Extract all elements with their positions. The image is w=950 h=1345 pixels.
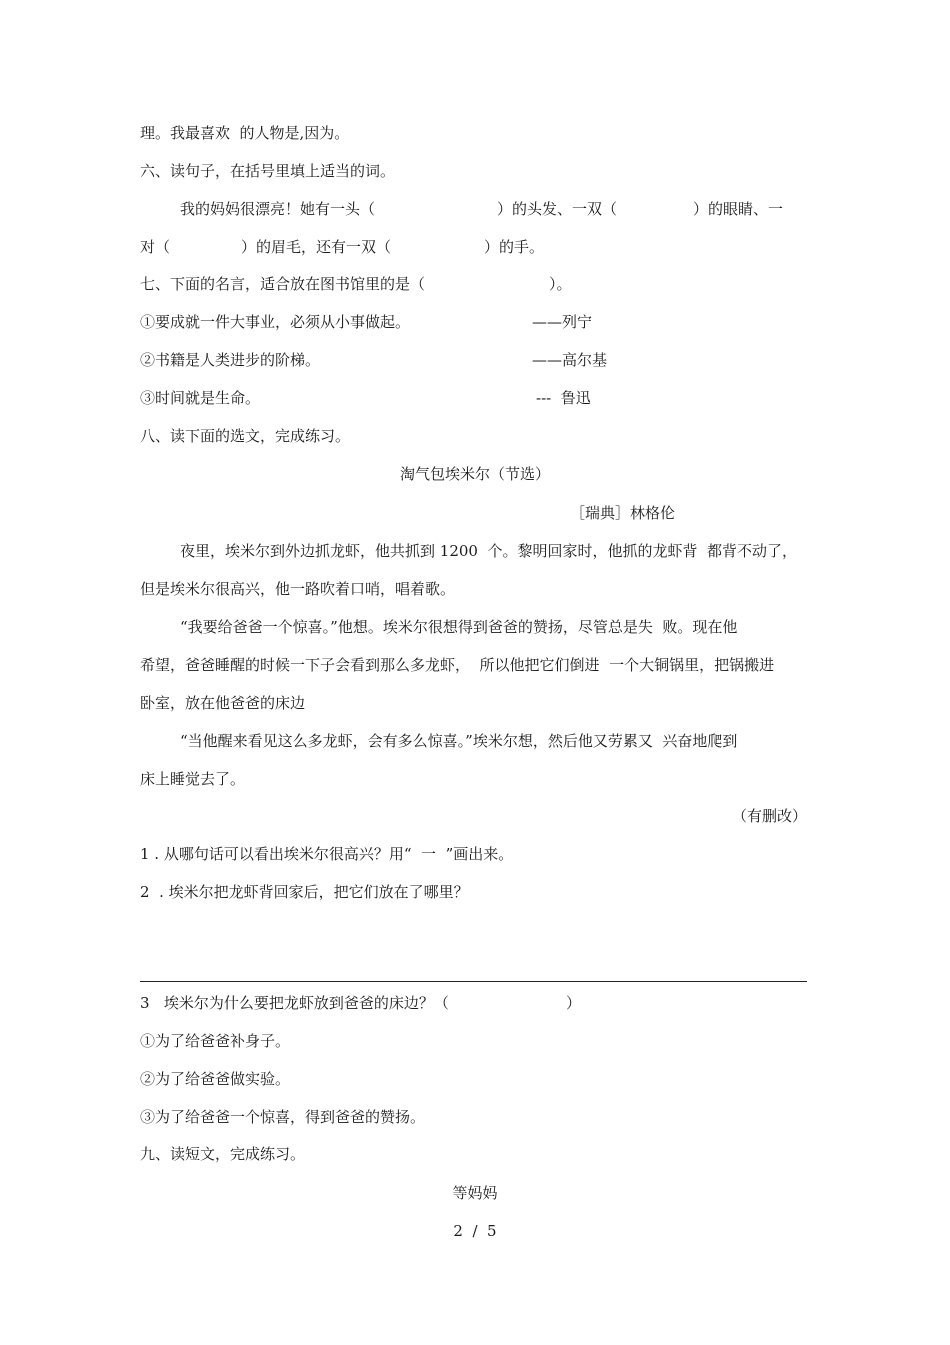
section-heading: 九、读短文，完成练习。 (140, 1145, 306, 1163)
section-heading: 七、下面的名言，适合放在图书馆里的是（ (140, 275, 426, 293)
passage-text: 夜里，埃米尔到外边抓龙虾，他共抓到 1200 个。黎明回家时，他抓的龙虾背 都背不动了， (180, 542, 798, 560)
passage-text: 希望，爸爸睡醒的时候一下子会看到那么多龙虾， 所以他把它们倒进 一个大铜锅里，把锅搬进 (140, 656, 775, 674)
quote-text: ②书籍是人类进步的阶梯。 (140, 351, 321, 369)
text-line: ）。 (549, 275, 572, 293)
passage-text: “当他醒来看见这么多龙虾，会有多么惊喜。”埃米尔想，然后他又劳累又 兴奋地爬到 (180, 732, 738, 750)
quote-author: --- 鲁迅 (536, 389, 591, 407)
text-line: ）的头发、一双（ (497, 200, 618, 218)
question: 1 . 从哪句话可以看出埃米尔很高兴？用“ 一 ”画出来。 (140, 845, 514, 863)
section-heading: 六、读句子，在括号里填上适当的词。 (140, 162, 396, 180)
quote-author: ——列宁 (532, 313, 593, 331)
passage-note: （有删改） (732, 807, 808, 825)
text-line: 对（ (140, 238, 171, 256)
passage-title: 等妈妈 (452, 1184, 498, 1202)
quote-author: ——高尔基 (532, 351, 608, 369)
text-line: ） (566, 994, 582, 1012)
answer-option: ②为了给爸爸做实验。 (140, 1070, 291, 1088)
passage-text: “我要给爸爸一个惊喜。”他想。埃米尔很想得到爸爸的赞扬，尽管总是失 败。现在他 (180, 618, 738, 636)
text-line: ）的眉毛，还有一双（ (241, 238, 392, 256)
passage-text: 但是埃米尔很高兴，他一路吹着口哨，唱着歌。 (140, 580, 456, 598)
text-line: 我的妈妈很漂亮！她有一头（ (180, 200, 376, 218)
answer-option: ③为了给爸爸一个惊喜，得到爸爸的赞扬。 (140, 1108, 426, 1126)
section-heading: 八、读下面的选文，完成练习。 (140, 427, 351, 445)
quote-text: ③时间就是生命。 (140, 389, 261, 407)
text-line: ）的眼睛、一 (693, 200, 784, 218)
answer-option: ①为了给爸爸补身子。 (140, 1032, 291, 1050)
page-number: 2 / 5 (453, 1222, 497, 1240)
answer-line (140, 981, 807, 982)
text-line: 理。我最喜欢 的人物是,因为。 (140, 124, 350, 142)
quote-text: ①要成就一件大事业，必须从小事做起。 (140, 313, 411, 331)
passage-author: ［瑞典］林格伦 (570, 504, 676, 522)
passage-title: 淘气包埃米尔（节选） (399, 465, 550, 483)
text-line: ）的手。 (484, 238, 545, 256)
passage-text: 床上睡觉去了。 (140, 770, 246, 788)
question: 2 . 埃米尔把龙虾背回家后，把它们放在了哪里？ (140, 883, 469, 901)
question: 3 埃米尔为什么要把龙虾放到爸爸的床边？（ (140, 994, 449, 1012)
passage-text: 卧室，放在他爸爸的床边 (140, 694, 306, 712)
